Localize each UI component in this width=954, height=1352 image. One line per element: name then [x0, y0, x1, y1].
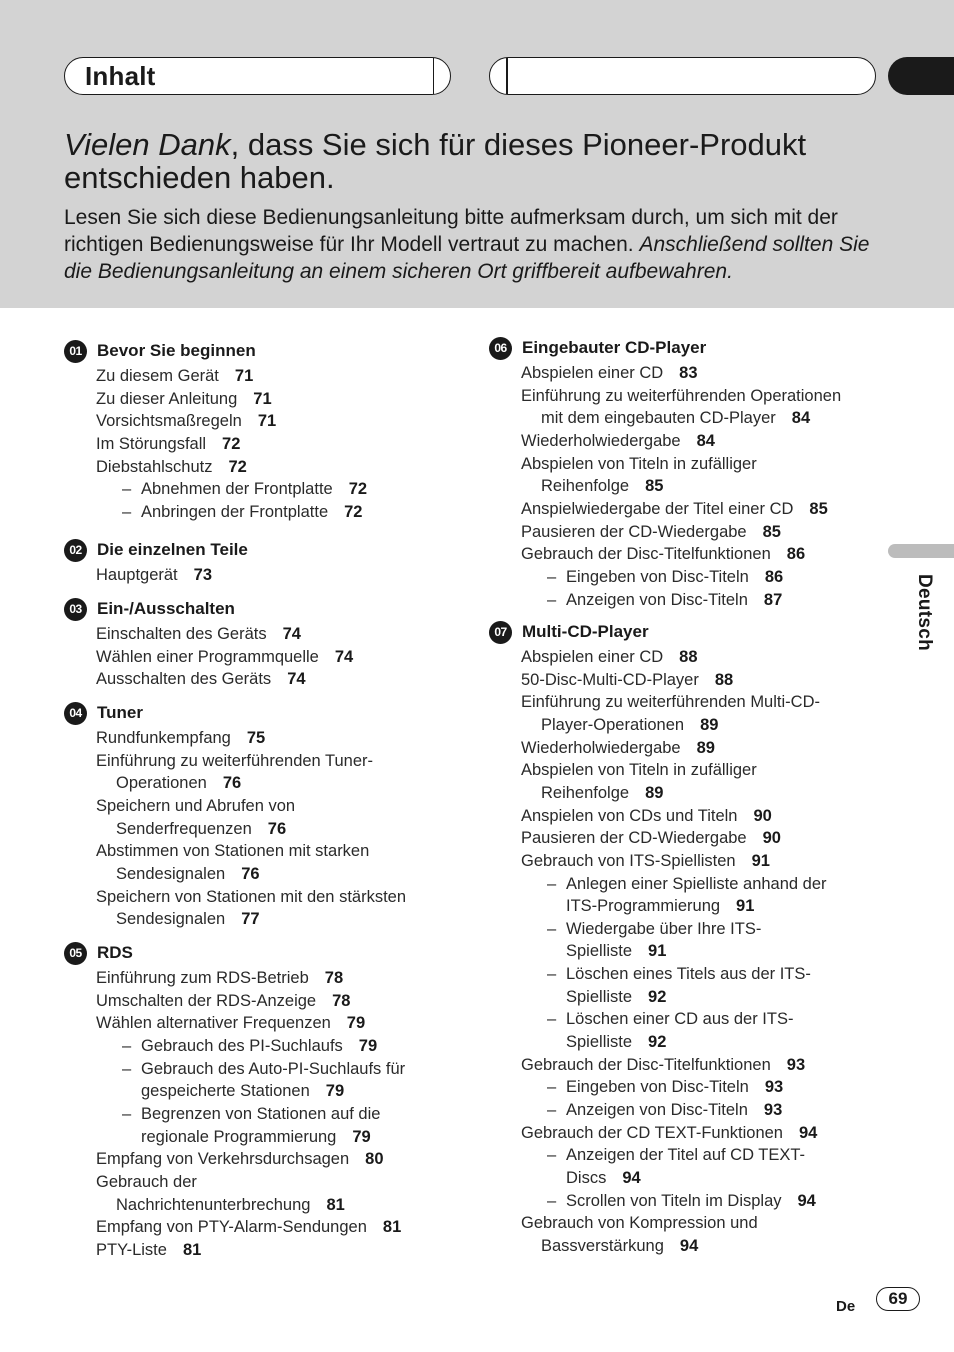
entry-page-number: 84 [696, 431, 715, 450]
entry-text: Gebrauch der CD TEXT-Funktionen [521, 1123, 783, 1142]
entry-text: Anbringen der Frontplatte [141, 502, 329, 521]
language-code: De [836, 1298, 856, 1315]
entry-page-number: 77 [241, 910, 260, 929]
entry-text-group [521, 739, 715, 758]
entry-text: Sendesignalen [116, 864, 226, 883]
entry-text-group [541, 1237, 698, 1256]
entry-page-number: 71 [253, 389, 272, 408]
entry-page-number: 81 [326, 1195, 345, 1214]
entry-text-group [541, 784, 663, 803]
intro-italic: Anschließend sollten Sie die Bedienungsanleitung an einem sicheren Ort griffbereit aufbewahren. [64, 233, 870, 283]
entry-page-number: 78 [324, 969, 344, 987]
entry-text: Speichern und Abrufen von [96, 796, 296, 815]
entry-text: Abspielen einer CD [521, 364, 664, 382]
entry-page-number: 76 [241, 864, 260, 883]
toc-section-header [489, 337, 869, 359]
intro-paragraph [64, 204, 894, 285]
entry-text-group [521, 648, 698, 667]
entry-text: Bassverstärkung [541, 1236, 664, 1255]
entry-text-group [96, 458, 247, 477]
entry-page-number: 91 [648, 942, 667, 961]
chapter-number-badge: 02 [64, 539, 87, 562]
entry-text: Einführung zum RDS-Betrieb [96, 969, 309, 987]
entry-dash: – [547, 1146, 557, 1165]
entry-text-group [521, 455, 757, 474]
black-corner-tab [888, 57, 954, 95]
entry-page-number: 74 [287, 670, 306, 689]
entry-page-number: 93 [763, 1101, 783, 1119]
entry-page-number: 94 [799, 1123, 818, 1142]
entry-page-number: 86 [764, 567, 784, 586]
entry-text: Hauptgerät [96, 566, 178, 584]
entry-text-group [566, 1078, 783, 1097]
entry-dash: – [122, 1059, 132, 1078]
entry-text: Begrenzen von Stationen auf die [141, 1104, 381, 1123]
entry-text: Zu diesem Gerät [96, 367, 219, 385]
entry-page-number: 89 [645, 783, 664, 802]
entry-text-group [96, 625, 301, 644]
entry-text-group [541, 716, 718, 735]
chapter-number-badge: 05 [64, 942, 87, 965]
tab-divider [506, 58, 508, 94]
entry-dash: – [122, 502, 132, 521]
entry-text: Umschalten der RDS-Anzeige [96, 991, 317, 1010]
entry-text-group [96, 670, 306, 689]
entry-text: Abnehmen der Frontplatte [141, 480, 333, 499]
entry-text-group [96, 1241, 201, 1260]
entry-text: Reihenfolge [541, 477, 630, 496]
chapter-number-badge: 03 [64, 598, 87, 621]
entry-text: Einschalten des Geräts [96, 625, 267, 643]
entry-page-number: 92 [648, 1033, 667, 1052]
entry-text: Spielliste [566, 987, 633, 1006]
entry-text: Eingeben von Disc-Titeln [566, 1078, 749, 1097]
entry-text: Anzeigen der Titel auf CD TEXT- [566, 1146, 806, 1165]
entry-page-number: 91 [736, 897, 755, 916]
entry-text-group [116, 1196, 345, 1215]
entry-text-group [96, 888, 406, 907]
entry-text: Wählen einer Programmquelle [96, 647, 319, 666]
entry-text-group [141, 1105, 380, 1124]
entry-text: mit dem eingebauten CD-Player [541, 409, 776, 428]
entry-page-number: 72 [228, 457, 247, 476]
entry-text-group [566, 988, 666, 1007]
toc-section-header [64, 702, 444, 724]
entry-page-number: 79 [325, 1082, 345, 1101]
entry-dash: – [547, 1010, 557, 1029]
page-number: 69 [876, 1287, 920, 1311]
entry-text-group [96, 797, 295, 816]
entry-text: Wählen alternativer Frequenzen [96, 1014, 331, 1033]
entry-text-group [566, 1146, 805, 1165]
entry-text: Wiedergabe über Ihre ITS- [566, 919, 762, 938]
entry-text: Senderfrequenzen [116, 819, 252, 838]
entry-page-number: 76 [267, 819, 287, 838]
entry-text: Discs [566, 1168, 607, 1187]
toc-section [64, 340, 444, 521]
entry-page-number: 90 [753, 806, 772, 825]
chapter-title: Tuner [97, 703, 143, 722]
entry-text: Empfang von PTY-Alarm-Sendungen [96, 1218, 367, 1237]
entry-text: Einführung zu weiterführenden Multi-CD- [521, 693, 820, 712]
entry-text: ITS-Programmierung [566, 897, 721, 916]
entry-dash: – [122, 480, 132, 499]
entry-page-number: 71 [234, 367, 254, 385]
section-tab-blank [489, 57, 876, 95]
entry-text: regionale Programmierung [141, 1127, 337, 1146]
entry-page-number: 85 [762, 522, 781, 541]
entry-text-group [96, 390, 272, 409]
chapter-number-badge: 07 [489, 621, 512, 644]
entry-text: Im Störungsfall [96, 434, 207, 453]
entry-text-group [96, 648, 353, 667]
entry-dash: – [547, 1078, 557, 1097]
entry-text-group [521, 364, 698, 383]
entry-text-group [96, 412, 276, 431]
entry-text-group [96, 729, 265, 748]
entry-text: Gebrauch der Disc-Titelfunktionen [521, 1055, 771, 1074]
entry-text: Zu dieser Anleitung [96, 389, 238, 408]
entry-text-group [566, 591, 782, 610]
entry-text-group [566, 920, 761, 939]
entry-text-group [96, 367, 253, 386]
entry-text-group [566, 1010, 793, 1029]
entry-text-group [521, 693, 820, 712]
entry-page-number: 84 [791, 409, 811, 428]
entry-text-group [566, 1192, 816, 1211]
entry-page-number: 90 [762, 829, 781, 848]
entry-page-number: 71 [257, 412, 277, 431]
entry-text-group [521, 852, 770, 871]
entry-dash: – [547, 965, 557, 984]
entry-text: PTY-Liste [96, 1240, 167, 1259]
entry-text-group [521, 1056, 805, 1075]
entry-page-number: 81 [182, 1240, 202, 1259]
entry-text-group [541, 477, 663, 496]
entry-dash: – [122, 1036, 132, 1055]
entry-text: Empfang von Verkehrsdurchsagen [96, 1150, 350, 1169]
entry-text-group [521, 807, 772, 826]
entry-text: Gebrauch von ITS-Spiellisten [521, 851, 736, 870]
entry-text-group [566, 875, 827, 894]
entry-text: Nachrichtenunterbrechung [116, 1195, 311, 1214]
entry-page-number: 93 [786, 1055, 806, 1074]
entry-page-number: 83 [679, 364, 698, 382]
entry-page-number: 72 [222, 434, 241, 453]
entry-text: Sendesignalen [116, 910, 226, 929]
entry-page-number: 79 [352, 1127, 371, 1146]
entry-text: Gebrauch der Disc-Titelfunktionen [521, 545, 771, 564]
entry-text: Abspielen einer CD [521, 648, 664, 666]
entry-page-number: 72 [348, 480, 368, 499]
section-tab-title: Inhalt [85, 61, 156, 91]
entry-page-number: 73 [193, 566, 212, 584]
toc-section-header [64, 340, 444, 362]
entry-text: Scrollen von Titeln im Display [566, 1191, 782, 1210]
chapter-title: Eingebauter CD-Player [522, 338, 707, 357]
toc-section-header [489, 621, 869, 643]
chapter-number-badge: 01 [64, 340, 87, 363]
entry-text-group [96, 1218, 401, 1237]
entry-page-number: 76 [222, 774, 242, 793]
chapter-title: Die einzelnen Teile [97, 540, 248, 559]
toc-section-header [64, 539, 444, 561]
entry-text: Anspielen von CDs und Titeln [521, 806, 738, 825]
entry-text: Löschen eines Titels aus der ITS- [566, 965, 811, 984]
entry-text: Anspielwiedergabe der Titel einer CD [521, 499, 794, 518]
entry-page-number: 94 [622, 1168, 641, 1187]
entry-page-number: 93 [764, 1078, 784, 1097]
entry-text-group [541, 409, 810, 428]
entry-text-group [521, 829, 781, 848]
entry-page-number: 94 [679, 1236, 699, 1255]
entry-page-number: 74 [334, 647, 354, 666]
tab-divider [433, 58, 435, 94]
entry-text-group [116, 820, 286, 839]
toc-section-header [64, 598, 444, 620]
entry-text: Operationen [116, 774, 207, 793]
entry-text: Spielliste [566, 1033, 633, 1052]
toc-section [489, 337, 869, 609]
entry-text-group [96, 752, 373, 771]
chapter-title: Multi-CD-Player [522, 622, 649, 641]
entry-page-number: 81 [382, 1218, 402, 1237]
entry-page-number: 89 [696, 738, 715, 757]
entry-text: Einführung zu weiterführenden Operationen [521, 386, 842, 405]
entry-text-group [141, 503, 362, 522]
toc-section [64, 598, 444, 689]
entry-text-group [96, 992, 350, 1011]
chapter-title: RDS [97, 943, 133, 962]
chapter-title: Bevor Sie beginnen [97, 341, 256, 360]
entry-text: Wiederholwiedergabe [521, 738, 681, 757]
entry-text-group [521, 523, 781, 542]
entry-text-group [96, 1173, 197, 1192]
entry-page-number: 92 [648, 987, 667, 1006]
toc-section [64, 702, 444, 929]
entry-text: Vorsichtsmaßregeln [96, 412, 242, 431]
entry-text-group [141, 480, 367, 499]
chapter-number-badge: 06 [489, 337, 512, 360]
toc-section [489, 621, 869, 1255]
entry-text: Spielliste [566, 942, 633, 961]
entry-page-number: 74 [282, 625, 301, 643]
entry-text-group [566, 1101, 782, 1120]
toc-section [64, 942, 444, 1259]
entry-text-group [96, 1150, 384, 1169]
entry-dash: – [547, 1101, 557, 1119]
entry-text-group [96, 435, 240, 454]
entry-text-group [141, 1060, 405, 1079]
entry-page-number: 78 [332, 991, 351, 1010]
entry-text-group [141, 1082, 344, 1101]
entry-text-group [566, 942, 666, 961]
entry-text: Reihenfolge [541, 783, 630, 802]
entry-text: Gebrauch von Kompression und [521, 1214, 758, 1233]
entry-page-number: 86 [786, 545, 806, 564]
entry-text-group [96, 566, 212, 585]
headline-rest: , dass Sie sich für dieses Pioneer-Produkt entschieden haben. [64, 127, 807, 195]
entry-text: Rundfunkempfang [96, 729, 231, 747]
entry-text-group [96, 1014, 365, 1033]
entry-text-group [566, 1169, 641, 1188]
entry-text-group [566, 897, 754, 916]
entry-text-group [521, 545, 805, 564]
entry-dash: – [547, 590, 557, 609]
entry-dash: – [547, 567, 557, 586]
entry-text-group [521, 1214, 758, 1233]
entry-page-number: 88 [714, 670, 734, 689]
entry-text-group [116, 865, 260, 884]
entry-text-group [141, 1037, 377, 1056]
toc-section-header [64, 942, 444, 964]
entry-page-number: 89 [700, 715, 719, 734]
entry-text: Gebrauch der [96, 1172, 197, 1191]
entry-page-number: 80 [365, 1150, 384, 1169]
entry-text: Abspielen von Titeln in zufälliger [521, 454, 757, 473]
intro-plain: Lesen Sie sich diese Bedienungsanleitung bitte aufmerksam durch, um sich mit der richtigen Bedienungsweise für Ihr Modell vertraut zu machen. [64, 206, 838, 256]
entry-text: Wiederholwiedergabe [521, 431, 681, 450]
entry-dash: – [547, 874, 557, 893]
entry-page-number: 85 [645, 477, 664, 496]
section-tab-inhalt [64, 57, 451, 95]
entry-text-group [566, 568, 783, 587]
entry-text-group [566, 1033, 666, 1052]
entry-text: Anzeigen von Disc-Titeln [566, 1101, 748, 1119]
entry-page-number: 72 [344, 502, 363, 521]
entry-page-number: 79 [346, 1014, 366, 1033]
headline-italic: Vielen Dank [64, 127, 231, 162]
entry-text-group [521, 671, 733, 690]
entry-text: Gebrauch des Auto-PI-Suchlaufs für [141, 1059, 406, 1078]
entry-text: Anlegen einer Spielliste anhand der [566, 874, 827, 893]
entry-dash: – [122, 1104, 132, 1123]
entry-text: Player-Operationen [541, 715, 685, 734]
entry-dash: – [547, 1191, 557, 1210]
entry-text: Speichern von Stationen mit den stärksten [96, 887, 407, 906]
entry-text: Pausieren der CD-Wiedergabe [521, 522, 747, 541]
entry-text-group [141, 1128, 371, 1147]
entry-page-number: 88 [679, 648, 698, 666]
language-side-tab [888, 544, 954, 558]
entry-text-group [96, 842, 369, 861]
entry-text-group [566, 965, 811, 984]
entry-text-group [116, 774, 241, 793]
entry-page-number: 94 [797, 1191, 816, 1210]
entry-text: Einführung zu weiterführenden Tuner- [96, 751, 374, 770]
entry-page-number: 87 [763, 590, 783, 609]
entry-text: Diebstahlschutz [96, 457, 213, 476]
toc-section [64, 539, 444, 584]
entry-dash: – [547, 919, 557, 938]
entry-text-group [96, 969, 343, 988]
entry-text: Ausschalten des Geräts [96, 670, 272, 689]
entry-text: Abspielen von Titeln in zufälliger [521, 761, 757, 780]
entry-text: Abstimmen von Stationen mit starken [96, 842, 370, 861]
entry-text-group [521, 387, 841, 406]
page-headline [64, 128, 884, 194]
entry-text-group [521, 432, 715, 451]
chapter-number-badge: 04 [64, 702, 87, 725]
entry-text: Eingeben von Disc-Titeln [566, 567, 749, 586]
entry-text: Gebrauch des PI-Suchlaufs [141, 1036, 343, 1055]
entry-text-group [521, 761, 757, 780]
entry-text: Löschen einer CD aus der ITS- [566, 1010, 794, 1029]
entry-page-number: 79 [358, 1036, 378, 1055]
language-label: Deutsch [914, 574, 935, 652]
entry-text-group [521, 500, 828, 519]
entry-text: 50-Disc-Multi-CD-Player [521, 670, 699, 689]
entry-page-number: 85 [809, 499, 828, 518]
entry-text: Anzeigen von Disc-Titeln [566, 590, 748, 609]
entry-text: gespeicherte Stationen [141, 1082, 310, 1101]
chapter-title: Ein-/Ausschalten [97, 599, 235, 618]
entry-text-group [521, 1124, 817, 1143]
entry-page-number: 75 [246, 729, 266, 747]
entry-page-number: 91 [751, 851, 770, 870]
entry-text-group [116, 910, 260, 929]
entry-text: Pausieren der CD-Wiedergabe [521, 829, 747, 848]
